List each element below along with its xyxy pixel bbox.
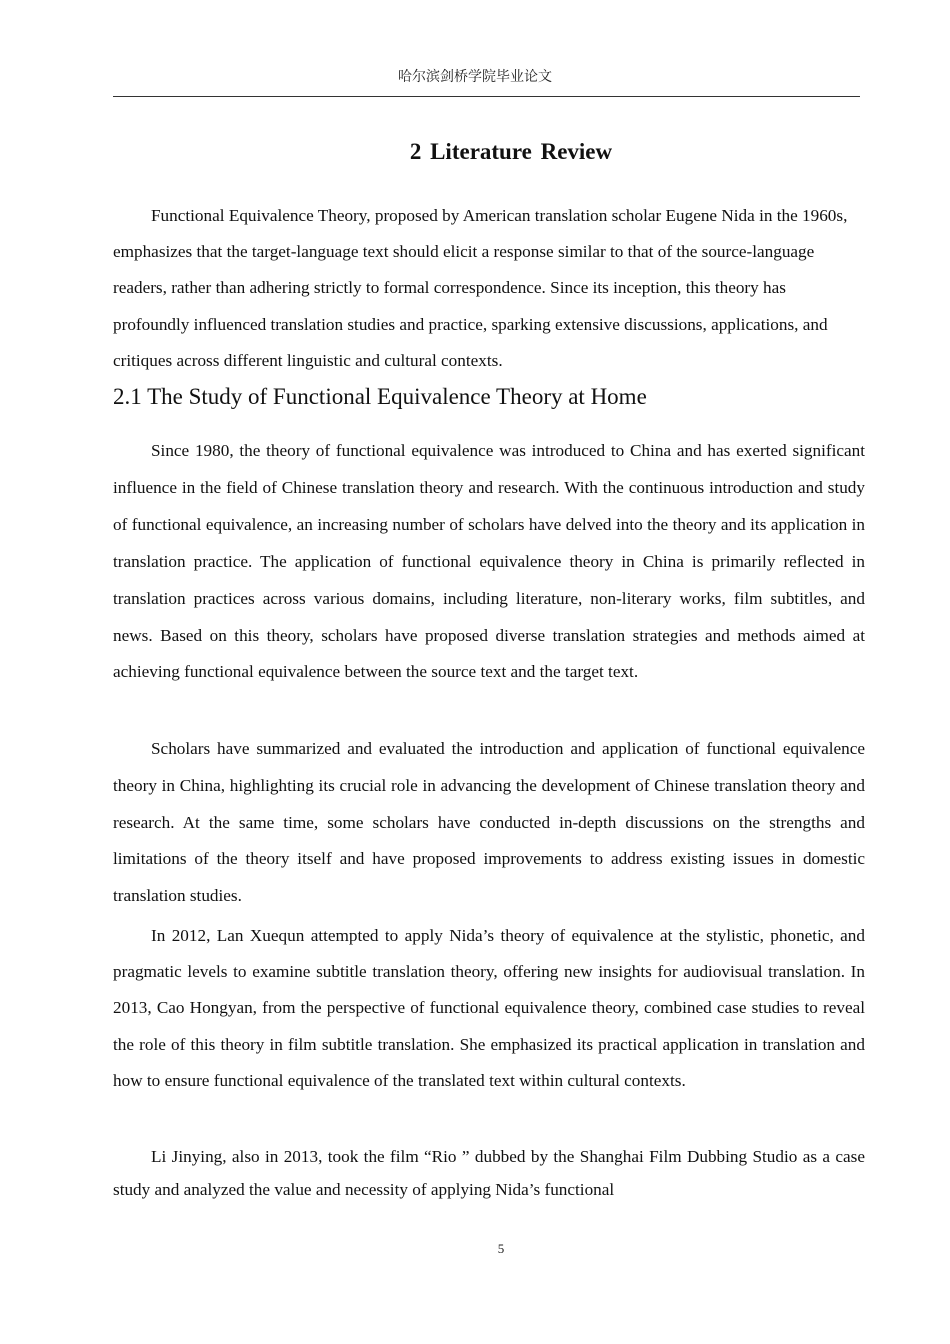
body-paragraph-2: Scholars have summarized and evaluated the introduction and application of functional equivalence theory in China, highlighting its crucial role in advancing the development of Chinese translation theory and research. At the same time, some scholars have conducted in-depth discussions on the strengths and limitations of the theory itself and have proposed improvements to address existing issues in domestic translation studies. — [113, 739, 865, 906]
page-number: 5 — [497, 1241, 505, 1256]
section-heading: 2.1 The Study of Functional Equivalence Theory at Home — [113, 384, 647, 409]
body-paragraph-1: Since 1980, the theory of functional equivalence was introduced to China and has exerted significant influence in the field of Chinese translation theory and research. With the continuous introduction and study of functional equivalence, an increasing number of scholars have delved into the theory and its application in translation practice. The application of functional equivalence theory in China is primarily reflected in translation practices across various domains, including literature, non-literary works, film subtitles, and news. Based on this theory, scholars have proposed diverse translation strategies and methods aimed at achieving functional equivalence between the source text and the target text. — [113, 441, 865, 682]
body-paragraph-3: In 2012, Lan Xuequn attempted to apply Nida’s theory of equivalence at the stylistic, phonetic, and pragmatic levels to examine subtitle translation theory, offering new insights for audiovisual translation. In 2013, Cao Hongyan, from the perspective of functional equivalence theory, combined case studies to reveal the role of this theory in film subtitle translation. She emphasized its practical application in translation and how to ensure functional equivalence of the translated text within cultural contexts. — [113, 926, 865, 1090]
running-header: 哈尔滨剑桥学院毕业论文 — [398, 69, 552, 85]
intro-paragraph: Functional Equivalence Theory, proposed by American translation scholar Eugene Nida in the 1960s, emphasizes that the target-language text should elicit a response similar to that of the source-language readers, rather than adhering strictly to formal correspondence. Since its inception, this theory has profoundly influenced translation studies and practice, sparking extensive discussions, applications, and critiques across different linguistic and cultural contexts. — [113, 206, 848, 370]
chapter-title: 2 Literature Review — [409, 139, 613, 165]
header-rule — [113, 96, 860, 97]
body-paragraph-4: Li Jinying, also in 2013, took the film “Rio ” dubbed by the Shanghai Film Dubbing Studio as a case study and analyzed the value and necessity of applying Nida’s functional — [113, 1147, 865, 1199]
